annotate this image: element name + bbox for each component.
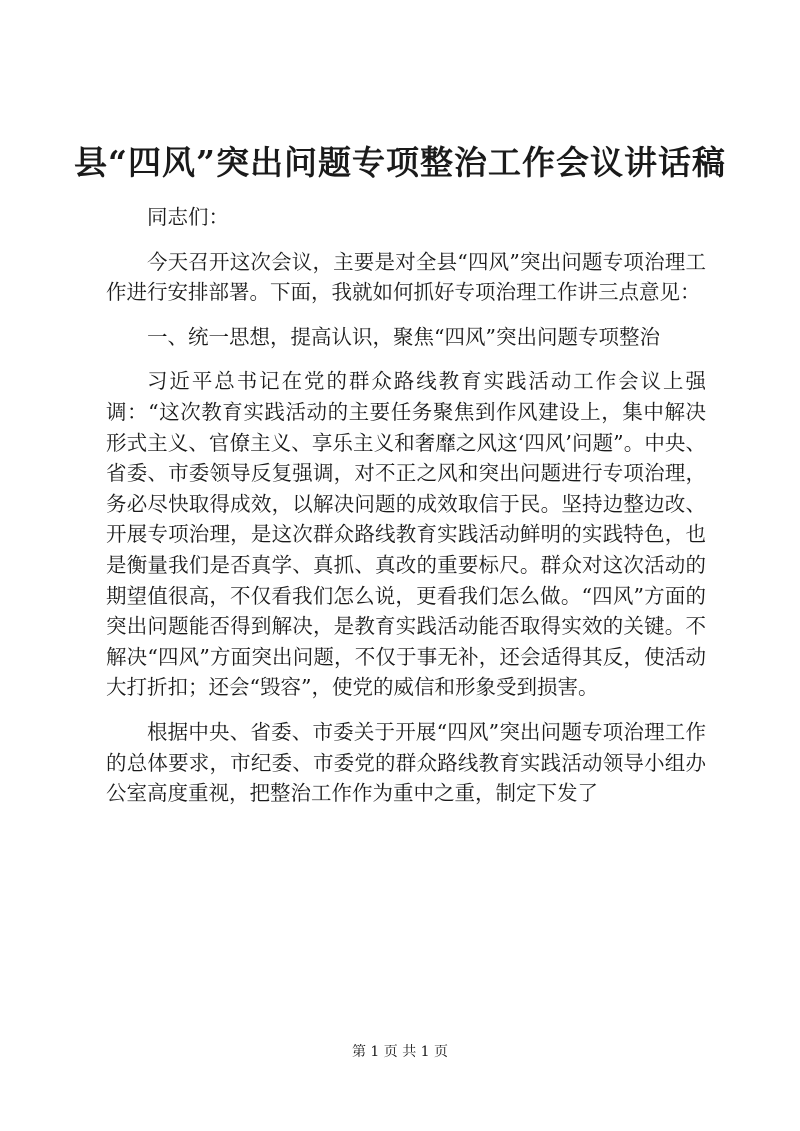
body-paragraph: 根据中央、省委、市委关于开展“四风”突出问题专项治理工作的总体要求，市纪委、市委党的群众路线教育实践活动领导小组办公室高度重视，把整治工作作为重中之重，制定下发了 — [106, 719, 706, 806]
page-footer: 第 1 页 共 1 页 — [351, 1044, 449, 1060]
document-title: 县“四风”突出问题专项整治工作会议讲话稿 — [74, 143, 726, 182]
document-body — [106, 188, 706, 809]
salutation-paragraph: 同志们： — [147, 205, 229, 229]
section-heading: 一、统一思想，提高认识，聚焦“四风”突出问题专项整治 — [147, 324, 660, 349]
body-paragraph: 习近平总书记在党的群众路线教育实践活动工作会议上强调：“这次教育实践活动的主要任务聚焦到作风建设上，集中解决形式主义、官僚主义、享乐主义和奢靡之风这‘四风’问题”。中央、省委、市委领导反复强调，对不正之风和突出问题进行专项治理，务必尽快取得成效，以解决问题的成效取信于民。坚持边整边改、开展专项治理，是这次群众路线教育实践活动鲜明的实践特色，也是衡量我们是否真学、真抓、真改的重要标尺。群众对这次活动的期望值很高，不仅看我们怎么说，更看我们怎么做。“四风”方面的突出问题能否得到解决，是教育实践活动能否取得实效的关键。不解决“四风”方面突出问题，不仅于事无补，还会适得其反，使活动大打折扣；还会“毁容”，使党的威信和形象受到损害。 — [106, 369, 706, 700]
intro-paragraph: 今天召开这次会议，主要是对全县“四风”突出问题专项治理工作进行安排部署。下面，我就如何抓好专项治理工作讲三点意见： — [106, 249, 706, 305]
